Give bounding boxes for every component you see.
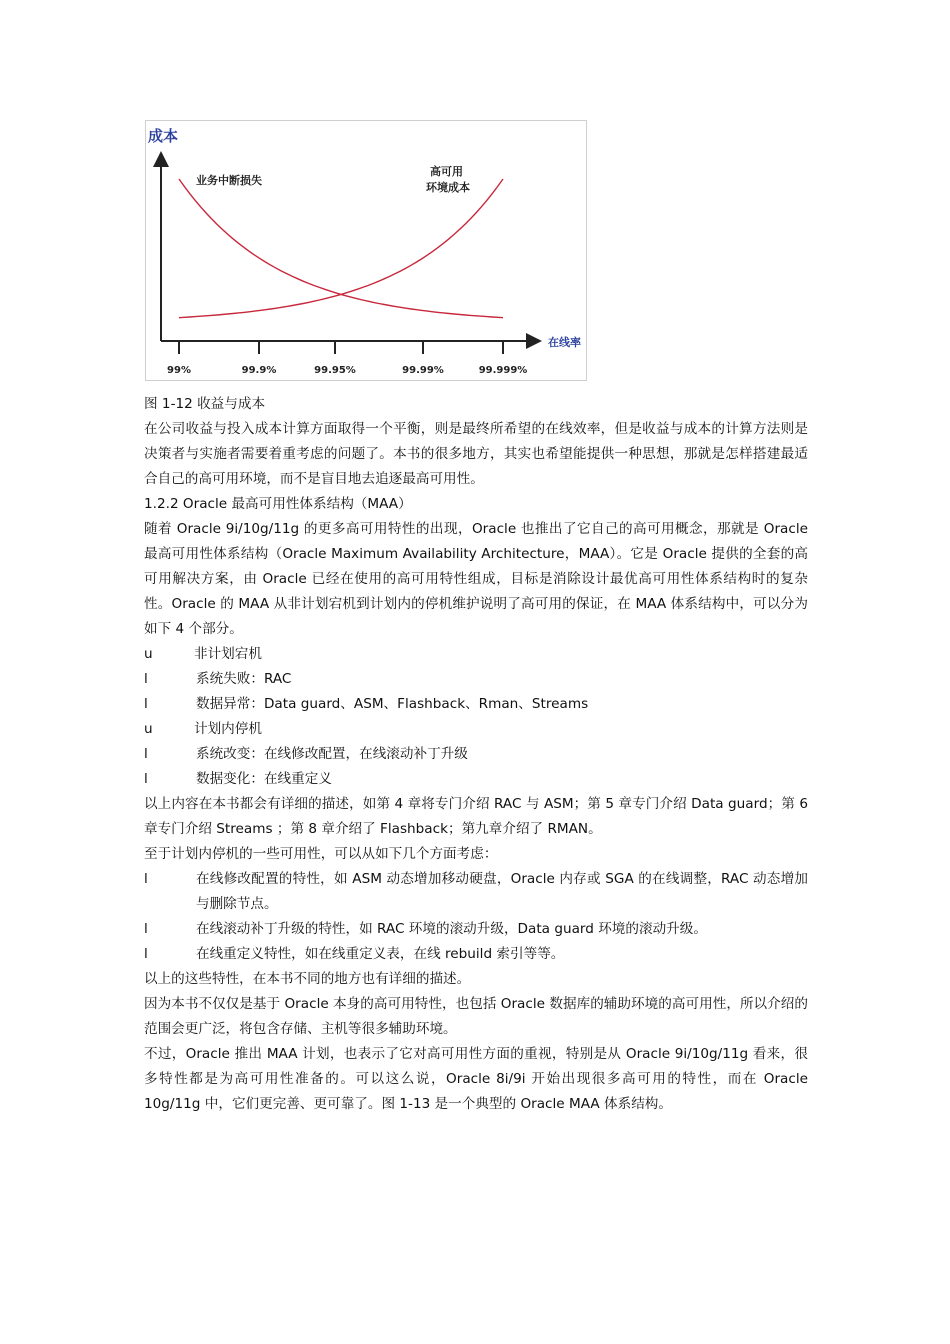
bullet-item [144,917,808,942]
x-tick-label: 99.99% [402,365,444,376]
bullet-marker: l [144,696,148,712]
curve-cost-label-line2: 环境成本 [426,181,470,194]
paragraph: 以上内容在本书都会有详细的描述，如第 4 章将专门介绍 RAC 与 ASM；第 5 章专门介绍 Data guard；第 6 章专门介绍 Streams ；第 8 章介绍了 Flashback；第九章介绍了 RMAN。 [144,796,808,837]
bullet-item [144,692,808,717]
bullet-marker: u [144,721,153,737]
curve-loss-label: 业务中断损失 [196,174,262,187]
bullet-marker: l [144,771,148,787]
bullet-marker: l [144,871,148,887]
paragraph: 随着 Oracle 9i/10g/11g 的更多高可用特性的出现，Oracle 也推出了它自己的高可用概念，那就是 Oracle 最高可用性体系结构（Oracle Maximum Availability Architecture，MAA）。它是 Oracle 提供的全套的高可用解决方案，由 Oracle 已经在使用的高可用特性组成，目标是消除设计最优高可用性体系结构时的复杂性。Oracle 的 MAA 从非计划宕机到计划内的停机维护说明了高可用的保证，在 MAA 体系结构中，可以分为如下 4 个部分。 [144,521,808,637]
figure-caption: 图 1-12 收益与成本 [144,396,266,412]
x-axis-label: 在线率 [548,336,581,349]
x-tick-label: 99.9% [241,365,277,376]
bullet-text: 系统改变：在线修改配置，在线滚动补丁升级 [196,746,468,762]
x-tick-label: 99% [167,365,191,376]
bullet-text: 在线重定义特性，如在线重定义表，在线 rebuild 索引等等。 [196,946,565,962]
cost-benefit-figure [145,120,587,381]
bullet-marker: l [144,921,148,937]
paragraph: 不过，Oracle 推出 MAA 计划，也表示了它对高可用性方面的重视，特别是从 Oracle 9i/10g/11g 看来，很多特性都是为高可用性准备的。可以这么说，Oracle 8i/9i 开始出现很多高可用的特性，而在 Oracle 10g/11g 中，它们更完善、更可靠了。图 1-13 是一个典型的 Oracle MAA 体系结构。 [144,1046,808,1112]
x-tick-label: 99.95% [314,365,356,376]
bullet-item [144,767,808,792]
bullet-item [144,742,808,767]
paragraph: 以上的这些特性，在本书不同的地方也有详细的描述。 [144,971,471,987]
bullet-marker: l [144,746,148,762]
bullet-marker: l [144,671,148,687]
document-body [144,392,808,1117]
bullet-item [144,667,808,692]
x-tick-label: 99.999% [478,365,528,376]
series-line-cost [179,179,503,318]
bullet-text: 数据变化：在线重定义 [196,771,332,787]
bullet-text: 在线滚动补丁升级的特性，如 RAC 环境的滚动升级，Data guard 环境的滚动升级。 [196,921,707,937]
bullet-item [144,642,808,667]
bullet-item [144,867,808,917]
bullet-text: 数据异常：Data guard、ASM、Flashback、Rman、Streams [196,696,589,712]
bullet-item [144,942,808,967]
curve-cost-label-line1: 高可用 [430,165,463,178]
bullet-item [144,717,808,742]
bullet-marker: u [144,646,153,662]
bullet-text: 非计划宕机 [194,646,262,662]
bullet-text: 系统失败：RAC [196,671,292,687]
cost-benefit-chart [146,121,586,380]
paragraph: 在公司收益与投入成本计算方面取得一个平衡，则是最终所希望的在线效率，但是收益与成本的计算方法则是决策者与实施者需要着重考虑的问题了。本书的很多地方，其实也希望能提供一种思想，那就是怎样搭建最适合自己的高可用环境，而不是盲目地去追逐最高可用性。 [144,421,808,487]
bullet-marker: l [144,946,148,962]
paragraph: 至于计划内停机的一些可用性，可以从如下几个方面考虑： [144,846,498,862]
bullet-text: 计划内停机 [194,721,262,737]
y-axis-label: 成本 [148,127,179,145]
series-line-loss [179,179,503,318]
bullet-text: 在线修改配置的特性，如 ASM 动态增加移动硬盘，Oracle 内存或 SGA 的在线调整，RAC 动态增加与删除节点。 [196,871,808,912]
paragraph: 因为本书不仅仅是基于 Oracle 本身的高可用特性，也包括 Oracle 数据库的辅助环境的高可用性，所以介绍的范围会更广泛，将包含存储、主机等很多辅助环境。 [144,996,808,1037]
section-heading: 1.2.2 Oracle 最高可用性体系结构（MAA） [144,496,412,512]
